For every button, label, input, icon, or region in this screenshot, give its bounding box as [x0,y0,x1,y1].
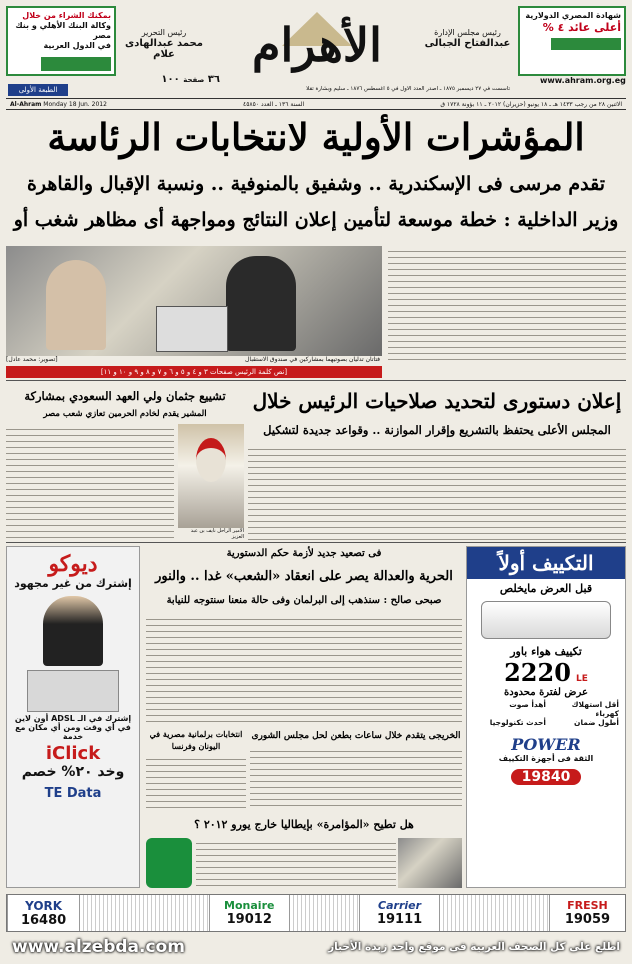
dateline-ar: الاثنين ٢٨ من رجب ١٤٣٣ هـ ـ ١٨ يونيو (حزيران) ٢٠١٢ ـ ١١ بؤونة ١٧٢٨ ق [440,100,622,108]
article4-sub: صبحى صالح : سنذهب إلى البرلمان وفى حالة منعنا سنتوجه للنيابة [166,595,442,606]
photo-caption-credit: [تصوير: محمد عادل] [6,356,58,363]
monaire-number: 19012 [226,912,272,927]
section-divider-2 [6,542,626,543]
footer-filler-1 [79,895,209,931]
article2-sub: المجلس الأعلى يحتفظ بالتشريع وإقرار الموازنة .. وقواعد جديدة لتشكيل [263,423,611,437]
york-number: 16480 [20,912,67,928]
article2-headline: إعلان دستورى لتحديد صلاحيات الرئيس خلال [252,389,622,413]
article3-caption: الأمير الراحل نايف بن عبد العزيز [190,528,244,540]
footer-carrier[interactable] [359,895,439,931]
editor-name: محمد عبدالهادى علام [125,38,203,60]
voter-figure-left [46,260,106,350]
article5-body [146,754,246,810]
bank-logo-icon [41,57,111,71]
price-pages-label: صفحة [183,76,205,84]
site-url[interactable]: www.ahram.org.eg [540,76,626,85]
ad-right-line2: أعلى عائد ٤ % [542,21,621,34]
fresh-label: FRESH [567,899,608,912]
ad-line2: وكالة البنك الأهلي و بنك مصر [15,21,111,40]
article6-body [250,746,462,810]
footer-filler-2 [289,895,359,931]
lead-article-text [388,246,626,362]
fresh-number: 19059 [564,912,611,927]
editor-label: رئيس التحرير [141,28,187,37]
footer-filler-3 [439,895,549,931]
ac-price: 2220 [504,658,571,687]
article3-headline: تشييع جثمان ولي العهد السعودي بمشاركة [24,389,226,403]
article6-headline: الخريجى يتقدم خلال ساعات بطعن لحل مجلس الشورى [251,731,461,741]
ac-title: التكييف أولاً [467,547,625,579]
article4-headline: الحرية والعدالة يصر على انعقاد «الشعب» غدا .. والنور [155,569,453,584]
ac-ad[interactable] [466,546,626,888]
ac-phone[interactable]: 19840 [511,769,581,785]
tedata-title: ديوكو [48,551,98,577]
price-currency [201,87,220,88]
founded-line: تأسست في ٢٧ ديسمبر ١٨٧٥ ـ أصدر العدد الأول في ٥ أغسطس ١٨٧٦ ـ سليم وبشارة تقلا [306,86,510,92]
tedata-line: إشترك من غير مجهود [14,577,132,590]
ac-bullets [467,698,625,729]
article4-body [146,614,462,724]
article7-headline: هل تطيح «المؤامرة» بإيطاليا خارج يورو ٢٠١٢ ؟ [194,818,414,831]
dateline-issue: السنة ١٣٦ ـ العدد ٤٥٨٥٠ [242,100,305,108]
board-name: عبدالفتاح الجبالى [424,38,511,49]
article3-body [6,424,174,540]
ac-price-row [467,658,625,687]
ac-bullet: أحدث تكنولوجيا [489,718,546,727]
portrait-head [196,438,226,482]
ac-bullet: أهدأ صوت [509,700,546,709]
footer-fresh[interactable] [549,895,625,931]
ad-right-line1: شهادة المصري الدولارية [525,11,621,20]
monaire-label: Monaire [224,899,275,912]
carrier-number: 19111 [376,912,423,927]
footer-york[interactable] [7,895,79,931]
top-ad-right[interactable] [518,6,626,76]
board-label: رئيس مجلس الإدارة [434,28,501,37]
sub-headline-2: وزير الداخلية : خطة موسعة لتأمين إعلان النتائج ومواجهة أى مظاهر شغب أو [13,209,619,231]
ac-currency: LE [576,674,588,684]
article3-photo [178,424,244,528]
tedata-discount: وخد ٢٠% خصم [21,764,125,780]
york-label: YORK [25,898,63,913]
bank-logo-icon [551,38,621,50]
watermark-url[interactable]: www.alzebda.com [12,937,185,957]
article7-body [196,838,396,888]
tedata-ad[interactable] [6,546,140,888]
board-block [420,28,515,68]
watermark-ar: اطلع على كل الصحف العربية فى موقع واحد زبدة الأخبار [328,941,620,953]
ac-tagline: الثقة فى أجهزة التكييف [498,754,594,763]
ad-line3: في الدول العربية [43,41,111,50]
ad-line1: بمكنك الشراء من خلال [22,11,111,20]
lead-photo [6,246,382,356]
watermark-bar [6,934,626,960]
section-divider [6,380,626,381]
dateline-bar [6,98,626,110]
main-headline: المؤشرات الأولية لانتخابات الرئاسة [47,115,585,159]
photo-caption: فتاتان تدليان بصوتيهما بمشاركين في صندوق الاستقبال [245,356,380,363]
editor-block [118,28,210,68]
tedata-adsl: إشترك في الـ ADSL أون لاين في أي وقت ومن أي مكان مع خدمة [14,714,132,741]
dateline-en-date: Monday 18 Jun. 2012 [43,100,107,108]
footer-monaire[interactable] [209,895,289,931]
ac-bullet: أطول ضمان [574,718,619,727]
price-value: ١٠٠ [161,74,180,85]
edition-label: الطبعة الأولى [8,84,68,96]
speech-banner[interactable]: [نص كلمة الرئيس صفحات ٣ و ٤ و ٥ و ٦ و ٧ و ٨ و ٩ و ١٠ و ١١] [6,366,382,378]
sub-headline-1: تقدم مرسى فى الإسكندرية .. وشفيق بالمنوفية .. ونسبة الإقبال والقاهرة [26,173,606,195]
voter-figure-right [226,256,296,351]
ballot-box [156,306,228,352]
dateline-en-name: Al-Ahram [10,100,42,108]
article4-kicker: فى تصعيد جديد لأزمة حكم الدستورية [226,548,382,559]
article3-sub: المشير يقدم لخادم الحرمين تعازي شعب مصر [43,409,207,419]
article5-sub: انتخابات برلمانية مصرية في اليونان وفرنسا [149,729,243,751]
masthead-logo: الأهرام [252,18,382,72]
ac-model: تكييف هواء باور [510,645,582,658]
ac-brand: POWER [511,735,581,754]
masthead-logo-area [222,8,412,88]
tedata-click: iClick [45,743,101,764]
carrier-label: Carrier [378,899,422,912]
article7-photo [398,838,462,888]
ac-offer: عرض لفترة محدودة [504,687,588,698]
top-ad-left[interactable] [6,6,116,76]
article2-body [248,444,626,540]
price-block [140,74,220,88]
article7-euro-logo [146,838,192,888]
tedata-box-graphic [27,670,119,712]
ac-unit-icon [481,601,611,639]
ac-sub: قبل العرض مايخلص [499,582,593,595]
price-pages: ٣٦ [207,74,220,85]
footer-ad-strip [6,894,626,932]
tedata-man-figure [43,596,103,666]
ac-bullet: أقل استهلاك كهرباء [571,700,619,718]
tedata-brand: TE Data [44,786,102,801]
